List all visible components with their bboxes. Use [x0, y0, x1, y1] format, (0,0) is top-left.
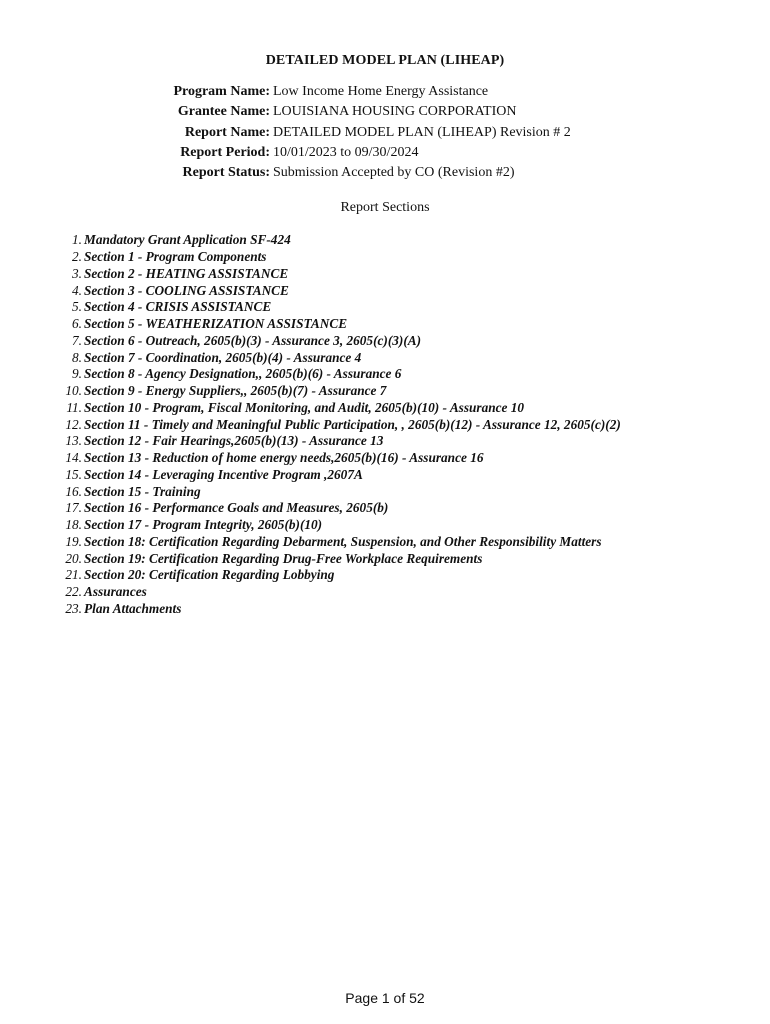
section-title[interactable]: Plan Attachments — [84, 600, 182, 616]
section-link-item[interactable] — [0, 567, 770, 584]
meta-label: Grantee Name: — [177, 104, 270, 120]
section-link-item[interactable] — [0, 232, 770, 249]
section-link-item[interactable] — [0, 400, 770, 417]
section-number: 21. — [65, 567, 82, 583]
section-link-item[interactable] — [0, 433, 770, 450]
report-sections-heading: Report Sections — [340, 200, 430, 215]
meta-value: 10/01/2023 to 09/30/2024 — [273, 145, 419, 161]
section-number: 9. — [72, 366, 82, 382]
section-link-item[interactable] — [0, 467, 770, 484]
section-title[interactable]: Section 8 - Agency Designation,, 2605(b)(6) - Assurance 6 — [84, 366, 402, 382]
section-title[interactable]: Section 11 - Timely and Meaningful Public Participation, , 2605(b)(12) - Assurance 12, 2605(c)(2) — [84, 416, 621, 432]
report-sections-list — [0, 232, 770, 617]
section-link-item[interactable] — [0, 534, 770, 551]
section-number: 2. — [72, 249, 82, 265]
section-number: 22. — [65, 584, 82, 600]
section-number: 6. — [72, 316, 82, 332]
section-number: 15. — [65, 466, 82, 482]
section-number: 13. — [65, 433, 82, 449]
section-number: 1. — [72, 232, 82, 248]
section-number: 8. — [72, 349, 82, 365]
section-title[interactable]: Section 5 - WEATHERIZATION ASSISTANCE — [84, 316, 348, 332]
section-link-item[interactable] — [0, 500, 770, 517]
meta-row-program-name — [0, 82, 770, 102]
section-number: 4. — [72, 282, 82, 298]
meta-row-report-name — [0, 123, 770, 143]
section-title[interactable]: Section 13 - Reduction of home energy needs,2605(b)(16) - Assurance 16 — [84, 450, 484, 466]
section-link-item[interactable] — [0, 349, 770, 366]
section-link-item[interactable] — [0, 450, 770, 467]
section-link-item[interactable] — [0, 517, 770, 534]
meta-value: Low Income Home Energy Assistance — [273, 84, 489, 100]
meta-label: Report Status: — [182, 165, 270, 181]
meta-label: Program Name: — [173, 84, 270, 100]
page-number: Page 1 of 52 — [345, 990, 425, 1006]
section-title[interactable]: Section 2 - HEATING ASSISTANCE — [84, 265, 289, 281]
section-link-item[interactable] — [0, 601, 770, 618]
section-number: 5. — [72, 299, 82, 315]
meta-label: Report Name: — [184, 124, 270, 140]
section-link-item[interactable] — [0, 266, 770, 283]
section-number: 11. — [66, 399, 82, 415]
meta-row-report-status — [0, 163, 770, 183]
section-number: 7. — [72, 332, 82, 348]
section-link-item[interactable] — [0, 282, 770, 299]
section-title[interactable]: Section 6 - Outreach, 2605(b)(3) - Assurance 3, 2605(c)(3)(A) — [84, 332, 422, 348]
section-link-item[interactable] — [0, 316, 770, 333]
section-title[interactable]: Section 10 - Program, Fiscal Monitoring, and Audit, 2605(b)(10) - Assurance 10 — [84, 399, 525, 415]
section-title[interactable]: Section 17 - Program Integrity, 2605(b)(10) — [84, 517, 323, 533]
meta-row-report-period — [0, 143, 770, 163]
section-link-item[interactable] — [0, 333, 770, 350]
section-title[interactable]: Section 18: Certification Regarding Debarment, Suspension, and Other Responsibility Matters — [84, 533, 602, 549]
section-number: 16. — [65, 483, 82, 499]
section-number: 19. — [65, 533, 82, 549]
section-number: 18. — [65, 517, 82, 533]
meta-value: Submission Accepted by CO (Revision #2) — [273, 165, 515, 181]
document-title: DETAILED MODEL PLAN (LIHEAP) — [265, 53, 505, 68]
section-link-item[interactable] — [0, 483, 770, 500]
section-title[interactable]: Section 16 - Performance Goals and Measures, 2605(b) — [84, 500, 389, 516]
section-number: 23. — [65, 600, 82, 616]
section-link-item[interactable] — [0, 416, 770, 433]
section-link-item[interactable] — [0, 299, 770, 316]
meta-value: DETAILED MODEL PLAN (LIHEAP) Revision # 2 — [273, 124, 571, 140]
meta-label: Report Period: — [180, 145, 270, 161]
report-metadata — [0, 82, 770, 183]
section-link-item[interactable] — [0, 249, 770, 266]
section-title[interactable]: Section 3 - COOLING ASSISTANCE — [84, 282, 289, 298]
meta-value: LOUISIANA HOUSING CORPORATION — [273, 104, 517, 120]
section-title[interactable]: Section 7 - Coordination, 2605(b)(4) - Assurance 4 — [84, 349, 362, 365]
section-title[interactable]: Assurances — [84, 584, 147, 600]
section-title[interactable]: Section 9 - Energy Suppliers,, 2605(b)(7) - Assurance 7 — [84, 383, 387, 399]
section-number: 17. — [65, 500, 82, 516]
section-number: 3. — [72, 265, 82, 281]
section-title[interactable]: Section 20: Certification Regarding Lobbying — [84, 567, 335, 583]
section-link-item[interactable] — [0, 366, 770, 383]
section-title[interactable]: Section 1 - Program Components — [84, 249, 267, 265]
section-title[interactable]: Section 12 - Fair Hearings,2605(b)(13) - Assurance 13 — [84, 433, 384, 449]
section-title[interactable]: Section 4 - CRISIS ASSISTANCE — [84, 299, 272, 315]
section-number: 10. — [65, 383, 82, 399]
section-title[interactable]: Section 19: Certification Regarding Drug-Free Workplace Requirements — [84, 550, 483, 566]
section-link-item[interactable] — [0, 550, 770, 567]
section-title[interactable]: Section 14 - Leveraging Incentive Program ,2607A — [84, 466, 363, 482]
section-number: 14. — [65, 450, 82, 466]
meta-row-grantee-name — [0, 102, 770, 122]
section-title[interactable]: Section 15 - Training — [84, 483, 201, 499]
section-link-item[interactable] — [0, 383, 770, 400]
section-number: 20. — [65, 550, 82, 566]
section-title[interactable]: Mandatory Grant Application SF-424 — [84, 232, 291, 248]
section-number: 12. — [65, 416, 82, 432]
section-link-item[interactable] — [0, 584, 770, 601]
